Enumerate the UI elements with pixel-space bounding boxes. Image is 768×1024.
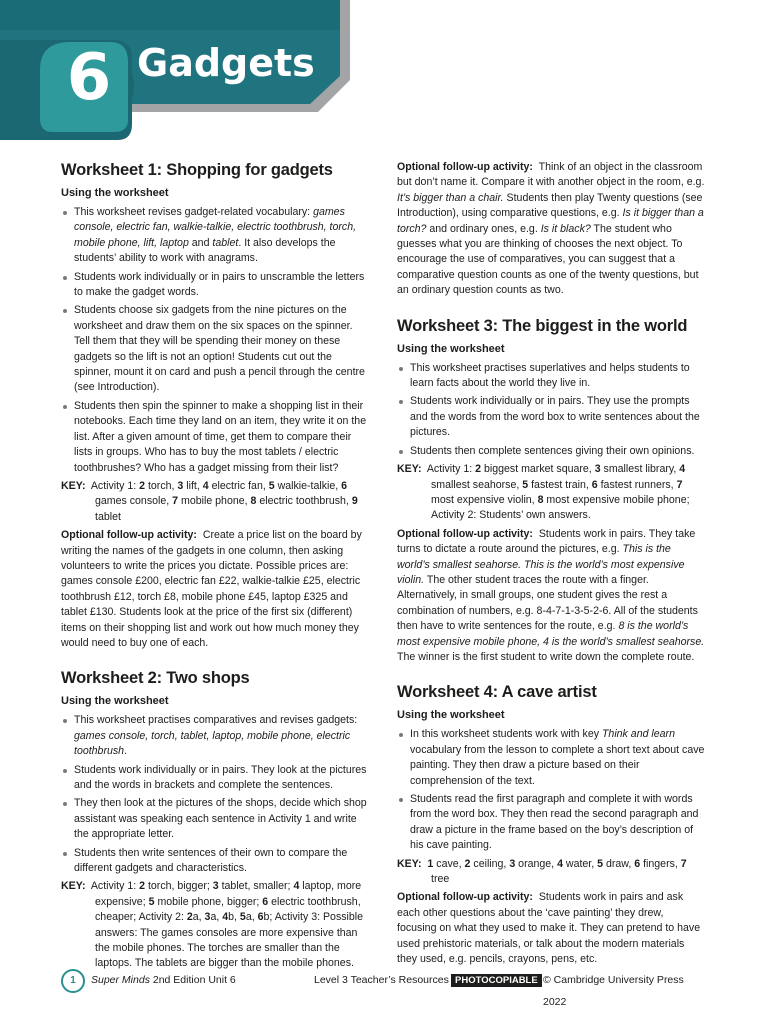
ws2-bullets — [61, 713, 369, 876]
page-footer — [61, 969, 707, 1008]
ws1-bullet-3: Students choose six gadgets from the nine pictures on the worksheet and draw them on the six spaces on the spinner. Tell them that they will be spending their money on these gadgets so the lift is not an option! Students cut out the spinner, mount it on card and push a pencil through the centre (see Introduction). — [61, 303, 369, 395]
ws3-title: Worksheet 3: The biggest in the world — [397, 316, 688, 335]
photocopiable-badge: PHOTOCOPIABLE — [451, 974, 542, 987]
ws1-using-heading: Using the worksheet — [61, 187, 169, 199]
ws3-bullet-3: Students then complete sentences giving their own opinions. — [397, 444, 705, 459]
ws2-bullet-2: Students work individually or in pairs. They look at the pictures and the words in brackets and complete the sentences. — [61, 763, 369, 794]
ws2-answer-key: KEY: Activity 1: 2 torch, bigger; 3 tablet, smaller; 4 laptop, more expensive; 5 mobile phone, bigger; 6 electric toothbrush, cheaper; Activity 2: 2a, 3a, 4b, 5a, 6b; Activity 3: Possible answers: The games consoles are more expensive than the mobile phones. The torches are smaller than the laptops. The tablets are bigger than the mobile phones. — [61, 880, 364, 970]
ws1-bullet-4: Students then spin the spinner to make a shopping list in their notebooks. Each time they land on an item, they write it on the list. After a given amount of time, get them to compare their lists in groups. Who has to buy the most tablets / electric toothbrushes? Who has a gadget missing from their list? — [61, 399, 369, 476]
ws2-title: Worksheet 2: Two shops — [61, 669, 250, 688]
page-number: 1 — [61, 969, 85, 993]
ws4-title: Worksheet 4: A cave artist — [397, 683, 597, 702]
ws1-title: Worksheet 1: Shopping for gadgets — [61, 161, 333, 179]
ws2-optional-activity: Optional follow-up activity: Think of an object in the classroom but don’t name it. Compare it with another object in the room, e.g. It’s bigger than a chair. Students then play Twenty questions (see Introduction), using comparative questions, e.g. Is it bigger than a torch? and ordinary ones, e.g. Is it black? The student who guesses what you are thinking of chooses the next object. To encourage the use of comparatives, you can suggest that a comparative question counts as one of the twenty questions, but an ordinary question counts as two. — [397, 161, 705, 297]
ws4-optional-activity: Optional follow-up activity: Students work in pairs and ask each other questions about the ‘cave painting’ they drew, focusing on what they used to make it. They can pretend to have used prehistoric materials, or talk about the modern materials they used, e.g. pencils, crayons, pens, etc. — [397, 891, 701, 966]
ws2-bullet-3: They then look at the pictures of the shops, decide which shop assistant was speaking each sentence in Activity 1 and write the appropriate letter. — [61, 796, 369, 842]
unit-number: 6 — [66, 41, 112, 115]
ws3-bullet-1: This worksheet practises superlatives and helps students to learn facts about the world they live in. — [397, 361, 705, 392]
ws2-bullet-1: This worksheet practises comparatives and revises gadgets: games console, torch, tablet, laptop, mobile phone, electric toothbrush. — [61, 713, 369, 759]
ws1-bullet-2: Students work individually or in pairs to unscramble the letters to make the gadget words. — [61, 270, 369, 301]
ws4-bullet-1: In this worksheet students work with key Think and learn vocabulary from the lesson to complete a short text about cave painting. They then draw a picture based on their comprehension of the text. — [397, 727, 705, 789]
ws3-bullet-2: Students work individually or in pairs. They use the prompts and the words from the word box to write sentences about the pictures. — [397, 394, 705, 440]
left-column — [61, 160, 369, 975]
ws3-using-heading: Using the worksheet — [397, 342, 505, 355]
ws3-optional-activity: Optional follow-up activity: Students work in pairs. They take turns to dictate a route around the pictures, e.g. This is the world’s smallest seahorse. This is the world’s most expensive violin. The other student traces the route with a finger. Alternatively, in small groups, one student gives the rest a combination of numbers, e.g. 8-4-7-1-3-5-2-6. All of the students then have to write sentences for the route, e.g. 8 is the world’s most expensive mobile phone, 4 is the world’s smallest seahorse. The winner is the first student to write down the complete route. — [397, 527, 705, 663]
right-column — [397, 160, 705, 970]
ws4-using-heading: Using the worksheet — [397, 709, 505, 722]
ws2-bullet-4: Students then write sentences of their own to compare the different gadgets and characteristics. — [61, 846, 369, 877]
ws2-using-heading: Using the worksheet — [61, 695, 169, 708]
footer-copyright: © Cambridge University Press 2022 — [543, 974, 684, 1008]
ws4-bullet-2: Students read the first paragraph and complete it with words from the word box. They then read the second paragraph and draw a picture in the frame based on the boy’s description of his cave painting. — [397, 792, 705, 854]
ws1-bullets — [61, 205, 369, 476]
ws4-bullets — [397, 727, 705, 853]
unit-title: Gadgets — [137, 41, 315, 85]
footer-level: Level 3 Teacher’s Resources — [314, 974, 449, 986]
ws3-bullets — [397, 361, 705, 459]
ws1-optional-activity: Optional follow-up activity: Create a price list on the board by writing the names of the gadgets in one column, then asking volunteers to write the prices you dictate. Possible prices are: games console £200, electric fan £22, walkie-talkie £25, electric toothbrush £12, torch £8, mobile phone £45, laptop £325 and tablet £130. Students look at the price of the first six (different) items on their shopping list and work out how much money they would need to buy one of each. — [61, 529, 362, 649]
ws4-answer-key: KEY: 1 cave, 2 ceiling, 3 orange, 4 water, 5 draw, 6 fingers, 7 tree — [397, 857, 687, 886]
footer-series: Super Minds 2nd Edition Unit 6 — [91, 974, 236, 986]
ws3-answer-key: KEY: Activity 1: 2 biggest market square, 3 smallest library, 4 smallest seahorse, 5 fastest train, 6 fastest runners, 7 most expensive violin, 8 most expensive mobile phone; Activity 2: Students’ own answers. — [397, 463, 690, 522]
ws1-answer-key: KEY: Activity 1: 2 torch, 3 lift, 4 electric fan, 5 walkie-talkie, 6 games console, 7 mobile phone, 8 electric toothbrush, 9 tablet — [61, 479, 358, 523]
unit-header — [0, 0, 768, 140]
ws1-bullet-1: This worksheet revises gadget-related vocabulary: games console, electric fan, walkie-talkie, electric toothbrush, torch, mobile phone, lift, laptop and tablet. It also develops the students’ ability to work with anagrams. — [61, 205, 369, 267]
